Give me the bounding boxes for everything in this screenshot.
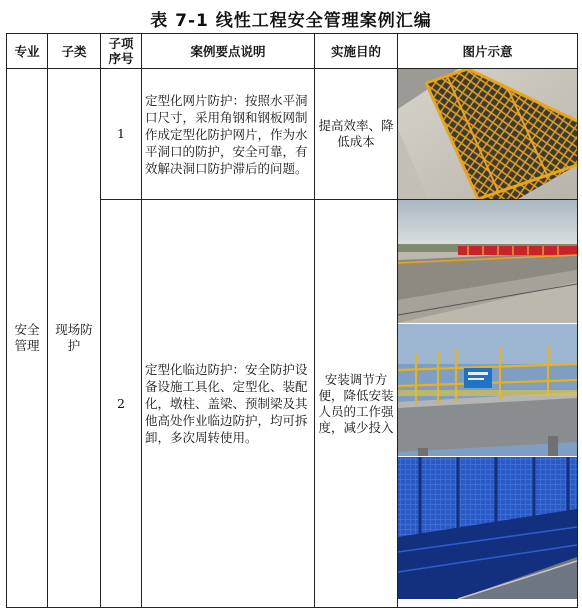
purpose-2: 安装调节方便，降低安装人员的工作强度，减少投入 [314, 199, 398, 608]
subcategory-cell: 现场防护 [47, 68, 101, 608]
bridge-deck-fence-photo [398, 200, 577, 323]
table-title: 表 7-1 线性工程安全管理案例汇编 [150, 11, 432, 31]
item-no-2: 2 [100, 199, 142, 608]
header-item-no: 子项序号 [100, 33, 142, 69]
girder-edge-guard-photo [398, 324, 577, 456]
specialty-cell: 安全管理 [6, 68, 48, 608]
case-table [6, 33, 578, 599]
mesh-guard-photo [398, 69, 577, 199]
blue-net-frame-photo [398, 457, 577, 599]
header-purpose: 实施目的 [314, 33, 398, 69]
header-description: 案例要点说明 [141, 33, 315, 69]
header-subcategory: 子类 [47, 33, 101, 69]
description-2: 定型化临边防护：安全防护设备设施工具化、定型化、装配化，墩柱、盖梁、预制梁及其他高处作业临边防护，均可拆卸，多次周转使用。 [141, 199, 315, 608]
purpose-1: 提高效率、降低成本 [314, 68, 398, 200]
item-no-1: 1 [100, 68, 142, 200]
header-specialty: 专业 [6, 33, 48, 69]
header-illustration: 图片示意 [397, 33, 578, 69]
description-1: 定型化网片防护：按照水平洞口尺寸，采用角钢和钢板网制作成定型化防护网片，作为水平洞口的防护，安全可靠，有效解决洞口防护滞后的问题。 [141, 68, 315, 200]
